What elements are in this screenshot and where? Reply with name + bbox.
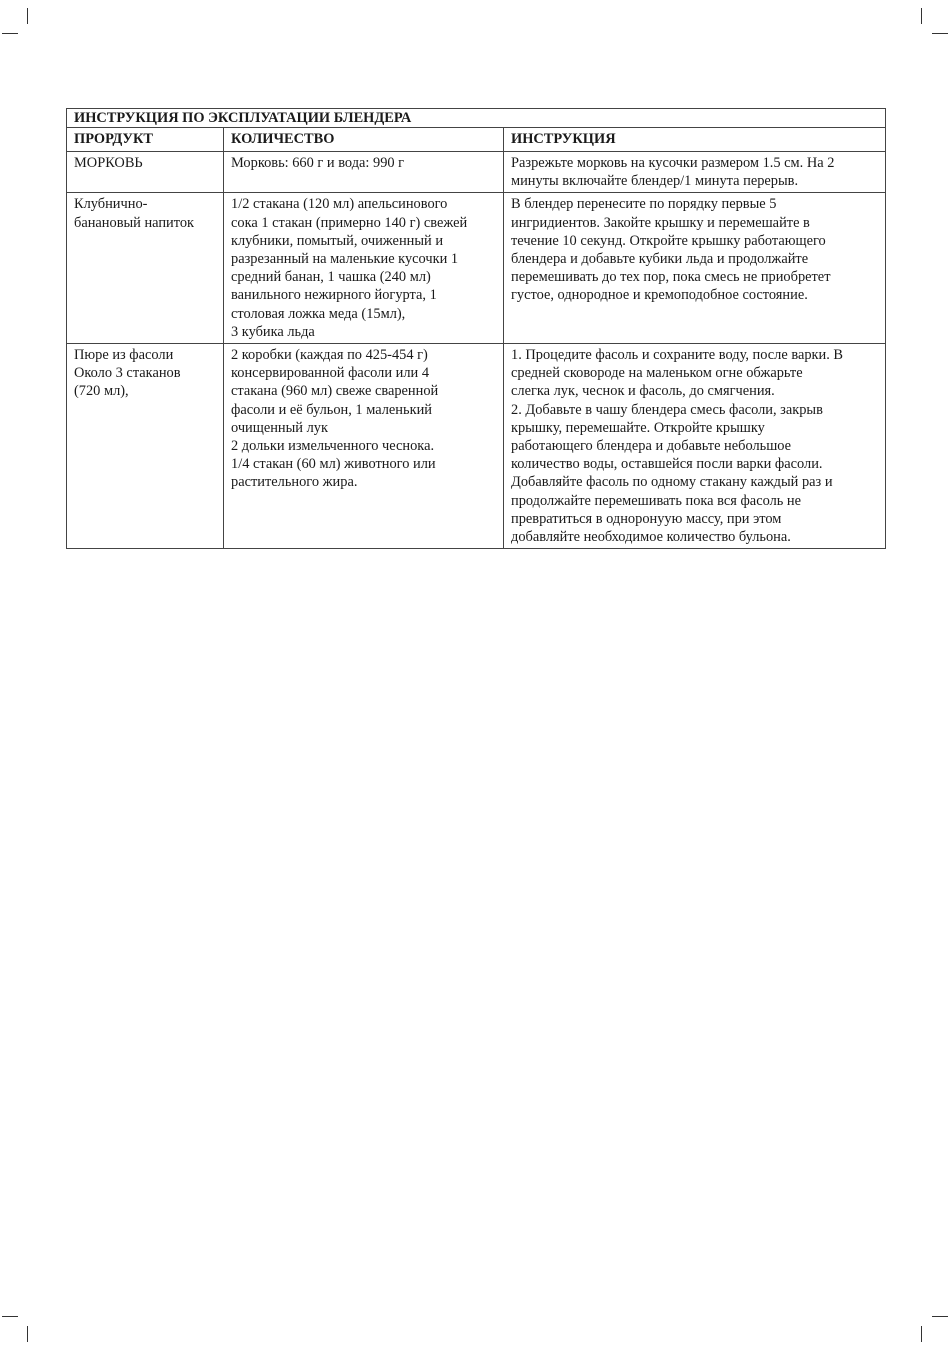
product-line: Пюре из фасоли — [74, 347, 174, 364]
crop-mark-top-right-vertical — [921, 8, 922, 24]
quantity-line: столовая ложка меда (15мл), — [231, 305, 406, 322]
quantity-line: клубники, помытый, очиженный и — [231, 232, 444, 249]
quantity-line: растительного жира. — [231, 474, 358, 491]
product-line: банановый напиток — [74, 214, 195, 231]
instruction-line: В блендер перенесите по порядку первые 5 — [511, 196, 777, 213]
product-cell — [67, 344, 224, 549]
table-row-carrot — [67, 152, 886, 193]
quantity-line: 3 кубика льда — [231, 323, 315, 340]
product-line: Около 3 стаканов — [74, 365, 181, 382]
product-cell — [67, 193, 224, 344]
quantity-line: очищенный лук — [231, 419, 328, 436]
quantity-line: ванильного нежирного йогурта, 1 — [231, 287, 437, 304]
quantity-line: стакана (960 мл) свеже сваренной — [231, 383, 439, 400]
instruction-line: минуты включайте блендер/1 минута перерыв. — [511, 173, 799, 190]
instruction-line: количество воды, оставшейся посли варки фасоли. — [511, 456, 823, 473]
instruction-cell — [504, 193, 886, 344]
header-quantity: КОЛИЧЕСТВО — [224, 128, 504, 152]
product-cell — [67, 152, 224, 193]
product-line: (720 мл), — [74, 383, 129, 400]
instruction-cell — [504, 152, 886, 193]
instruction-line: превратиться в одноронуую массу, при этом — [511, 510, 782, 527]
product-line: МОРКОВЬ — [74, 155, 143, 171]
instruction-line: течение 10 секунд. Откройте крышку работающего — [511, 232, 826, 249]
instruction-line: крышку, перемешайте. Откройте крышку — [511, 419, 765, 436]
blender-instructions-table — [66, 108, 886, 549]
instruction-line: работающего блендера и добавьте небольшое — [511, 438, 792, 455]
table-row-bean-puree — [67, 344, 886, 549]
crop-mark-top-left-vertical — [27, 8, 28, 24]
quantity-line: Морковь: 660 г и вода: 990 г — [231, 155, 405, 171]
table-title: ИНСТРУКЦИЯ ПО ЭКСПЛУАТАЦИИ БЛЕНДЕРА — [67, 109, 886, 128]
crop-mark-top-left-horizontal — [2, 33, 18, 34]
instruction-line: ингридиентов. Закойте крышку и перемешайте в — [511, 214, 810, 231]
header-product: ПРОРДУКТ — [67, 128, 224, 152]
quantity-line: 2 дольки измельченного чеснока. — [231, 438, 435, 455]
quantity-line: 1/2 стакана (120 мл) апельсинового — [231, 196, 448, 213]
instruction-line: продолжайте перемешивать пока вся фасоль не — [511, 492, 802, 509]
header-instruction: ИНСТРУКЦИЯ — [504, 128, 886, 152]
instruction-line: густое, однородное и кремоподобное состояние. — [511, 287, 808, 304]
instruction-line: Добавляйте фасоль по одному стакану каждый раз и — [511, 474, 833, 491]
instruction-line: перемешивать до тех пор, пока смесь не приобретет — [511, 269, 831, 286]
crop-mark-bottom-right-vertical — [921, 1326, 922, 1342]
quantity-line: 1/4 стакан (60 мл) животного или — [231, 456, 436, 473]
instruction-cell — [504, 344, 886, 549]
instruction-line: блендера и добавьте кубики льда и продолжайте — [511, 251, 809, 268]
table-row-smoothie — [67, 193, 886, 344]
instruction-line: добавляйте необходимое количество бульона. — [511, 529, 791, 546]
crop-mark-bottom-right-horizontal — [932, 1316, 948, 1317]
quantity-line: сока 1 стакан (примерно 140 г) свежей — [231, 214, 468, 231]
quantity-line: 2 коробки (каждая по 425-454 г) — [231, 347, 428, 364]
header-row — [67, 128, 886, 152]
instruction-line: слегка лук, чеснок и фасоль, до смягчения. — [511, 383, 775, 400]
instruction-line: Разрежьте морковь на кусочки размером 1.5 см. На 2 — [511, 155, 835, 171]
quantity-cell — [224, 152, 504, 193]
quantity-line: фасоли и её бульон, 1 маленький — [231, 401, 432, 418]
instruction-line: средней сковороде на маленьком огне обжарьте — [511, 365, 803, 382]
quantity-line: разрезанный на маленькие кусочки 1 — [231, 251, 459, 268]
instruction-line: 2. Добавьте в чашу блендера смесь фасоли, закрыв — [511, 401, 823, 418]
quantity-line: консервированной фасоли или 4 — [231, 365, 430, 382]
product-line: Клубнично- — [74, 196, 148, 213]
crop-mark-top-right-horizontal — [932, 33, 948, 34]
quantity-line: средний банан, 1 чашка (240 мл) — [231, 269, 431, 286]
crop-mark-bottom-left-horizontal — [2, 1316, 18, 1317]
quantity-cell — [224, 193, 504, 344]
instruction-line: 1. Процедите фасоль и сохраните воду, после варки. В — [511, 347, 844, 364]
quantity-cell — [224, 344, 504, 549]
crop-mark-bottom-left-vertical — [27, 1326, 28, 1342]
